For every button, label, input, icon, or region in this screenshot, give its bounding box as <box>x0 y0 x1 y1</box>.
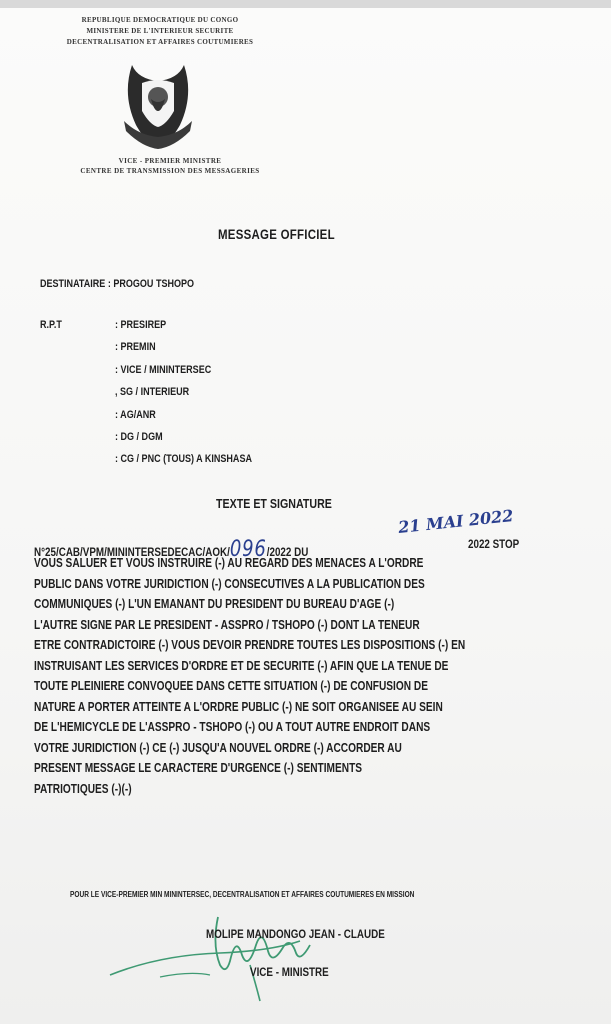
rpt-item: , SG / INTERIEUR <box>115 386 190 398</box>
body-line: PRESENT MESSAGE LE CARACTERE D'URGENCE (-) SENTIMENTS <box>34 760 363 775</box>
rpt-item: : DG / DGM <box>115 431 163 443</box>
signature-graphic <box>100 905 400 1005</box>
header-line-3: DECENTRALISATION ET AFFAIRES COUTUMIERES <box>66 38 254 46</box>
coat-of-arms-emblem <box>118 55 198 155</box>
section-title: TEXTE ET SIGNATURE <box>216 496 332 511</box>
reference-prefix: N°25/CAB/VPM/MININTERSEDECAC/AOK/ <box>34 545 230 559</box>
header-line-2: MINISTERE DE L'INTERIEUR SECURITE <box>86 27 234 35</box>
destinataire-line: DESTINATAIRE : PROGOU TSHOPO <box>40 278 195 290</box>
body-line: L'AUTRE SIGNE PAR LE PRESIDENT - ASSPRO / TSHOPO (-) DONT LA TENEUR <box>34 616 420 632</box>
body-line: VOTRE JURIDICTION (-) CE (-) JUSQU'A NOUVEL ORDRE (-) ACCORDER AU <box>34 739 402 755</box>
top-edge-bar <box>0 0 611 8</box>
office-line-2: CENTRE DE TRANSMISSION DES MESSAGERIES <box>80 167 260 175</box>
body-line: COMMUNIQUES (-) L'UN EMANANT DU PRESIDENT DU BUREAU D'AGE (-) <box>34 596 395 611</box>
rpt-item: : CG / PNC (TOUS) A KINSHASA <box>115 453 252 465</box>
body-line: INSTRUISANT LES SERVICES D'ORDRE ET DE SECURITE (-) AFIN QUE LA TENUE DE <box>34 657 449 673</box>
signer-role: VICE - MINISTRE <box>250 965 329 979</box>
rpt-item: : PRESIREP <box>115 319 167 331</box>
rpt-item: : AG/ANR <box>115 409 156 421</box>
reference-suffix: /2022 DU <box>266 545 309 559</box>
rpt-label: R.P.T <box>40 319 62 331</box>
document-title: MESSAGE OFFICIEL <box>218 226 335 242</box>
handwritten-date: 21 MAI 2022 <box>397 506 515 537</box>
body-line: NATURE A PORTER ATTEINTE A L'ORDRE PUBLIC (-) NE SOIT ORGANISEE AU SEIN <box>34 698 443 714</box>
body-line: DE L'HEMICYCLE DE L'ASSPRO - TSHOPO (-) OU A TOUT AUTRE ENDROIT DANS <box>34 719 431 734</box>
reference-after: 2022 STOP <box>468 537 520 551</box>
body-line: VOUS SALUER ET VOUS INSTRUIRE (-) AU REGARD DES MENACES A L'ORDRE <box>34 555 424 570</box>
destinataire-value: PROGOU TSHOPO <box>113 278 195 290</box>
rpt-item: : PREMIN <box>115 341 156 353</box>
handwritten-number: 096 <box>229 537 267 562</box>
body-line: ETRE CONTRADICTOIRE (-) VOUS DEVOIR PRENDRE TOUTES LES DISPOSITIONS (-) EN <box>34 637 466 652</box>
header-line-1: REPUBLIQUE DEMOCRATIQUE DU CONGO <box>81 16 239 24</box>
rpt-item: : VICE / MININTERSEC <box>115 364 212 376</box>
body-line: PUBLIC DANS VOTRE JURIDICTION (-) CONSECUTIVES A LA PUBLICATION DES <box>34 575 425 591</box>
office-line-1: VICE - PREMIER MINISTRE <box>118 157 222 165</box>
body-line: TOUTE PLEINIERE CONVOQUEE DANS CETTE SITUATION (-) DE CONFUSION DE <box>34 678 428 693</box>
message-body <box>34 553 572 799</box>
destinataire-label: DESTINATAIRE <box>40 278 106 290</box>
mission-line: POUR LE VICE-PREMIER MIN MININTERSEC, DECENTRALISATION ET AFFAIRES COUTUMIERES EN MISSION <box>70 890 415 899</box>
signer-name: MOLIPE MANDONGO JEAN - CLAUDE <box>206 927 385 941</box>
body-line: PATRIOTIQUES (-)(-) <box>34 780 132 796</box>
